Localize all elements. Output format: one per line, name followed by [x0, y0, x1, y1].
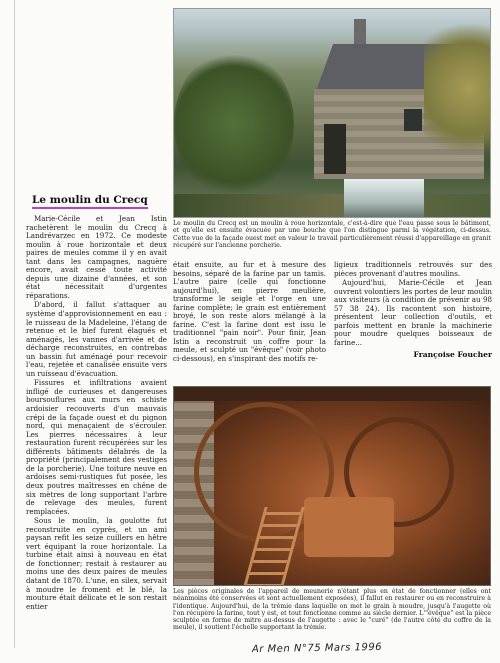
paragraph: Aujourd'hui, Marie-Cécile et Jean ouvrent volontiers les portes de leur moulin aux visiteurs (à condition de prévenir au 98 57 38 24). Ils racontent son histoire, présentent leur collection d'outils, et parfois mettent en branle la machinerie pour moudre quelques boisseaux de farine...: [334, 278, 492, 347]
millstone-machinery-photo: [173, 386, 491, 586]
mill-exterior-photo: [173, 8, 491, 218]
page-edge: [14, 0, 15, 648]
paragraph: D'abord, il fallut s'attaquer au système d'approvisionnement en eau : le ruisseau de la Madeleine, l'étang de retenue et le bief furent élagués et aménagés, les vannes d'arrivée et de décharge reconstruites, en contrebas un bassin fut aménagé pour recevoir l'eau, rejetée et canalisée ensuite vers un ruisseau d'évacuation.: [26, 300, 167, 378]
left-body: [26, 215, 167, 611]
tree-foliage: [174, 49, 294, 199]
paragraph: Fissures et infiltrations avaient infligé de curieuses et dangereuses boursouflures aux murs en schiste ardoisier recouverts d'un mauvais crépi de la façade ouest et du pignon nord, qui menaçaient de s'écrouler. Les pierres nécessaires à leur restauration furent récupérées sur les différents bâtiments délabrés de la propriété (principalement des vestiges de la porcherie). Une toiture neuve en ardoises semi-rustiques fut posée, les deux poutres maîtresses en chêne de six mètres de long supportant l'arbre de relevage des meules, furent remplacées.: [26, 378, 167, 516]
middle-column: [173, 261, 326, 365]
paragraph: était ensuite, au fur et à mesure des besoins, séparé de la farine par un tamis. L'autre paire (celle qui fonctionne aujourd'hui), en pierre meulière, transforme le seigle et l'orge en une farine complète; le grain est entièrement broyé, le son reste alors mélangé à la farine. C'est la farine dont est issu le traditionnel "pain noir". Pour finir, Jean Istin a reconstruit un coffre pour la meule, et sculpté un "évêque" (voir photo ci-dessous), en s'inspirant des motifs re-: [173, 260, 326, 364]
handwritten-note: Ar Men N°75 Mars 1996: [251, 641, 383, 656]
autumn-tree: [424, 9, 491, 169]
article-title: Le moulin du Crecq: [32, 194, 148, 209]
paragraph: ligieux traditionnels retrouvés sur des pièces provenant d'autres moulins.: [334, 260, 492, 278]
left-column: [26, 188, 167, 612]
stream-bank: [174, 194, 491, 218]
mill-window: [404, 109, 422, 131]
paragraph: Marie-Cécile et Jean Istin rachetèrent le moulin du Crecq à Landrévarzec en 1972. Ce modeste moulin à roue horizontale et deux paires de meules comme il y en avait tant dans les campagnes, naguère encore, avait cessé toute activité depuis une dizaine d'années, et son état nécessitait d'urgentes réparations.: [26, 214, 167, 300]
millstone-hopper: [304, 497, 394, 557]
ceiling-beam: [174, 387, 491, 401]
waterfall: [344, 179, 424, 218]
caption-top: Le moulin du Crecq est un moulin à roue horizontale, c'est-à-dire que l'eau passe sous le bâtiment, et qu'elle est ensuite évacuée par une bouche que l'on distingue parmi la végétation, ci-dessus. Cette vue de la façade ouest met en valeur le travail particulièrement réussi d'appareillage en granit récupéré sur l'ancienne porcherie.: [173, 220, 491, 249]
caption-bottom: Les pièces originales de l'appareil de meunerie n'étant plus en état de fonctionner (elles ont néanmoins été conservées et sont actuellement exposées), il fallut en restaurer ou en reconstruire à l'identique. Aujourd'hui, de la trémie dans laquelle on met le grain à moudre, jusqu'à l'augette où l'on récupère la farine, tout y est, et tout fonctionne comme au siècle dernier. L'"évêque" est la pièce sculptée en forme de mitre au-dessus de l'augette : avec le "curé" (de l'autre côté du coffre de la meule), il soutient l'échelle supportant la trémie.: [173, 588, 491, 632]
right-column: [334, 261, 492, 360]
paragraph: Sous le moulin, la goulotte fut reconstruite en cyprès, et un ami paysan refit les seize cuillers en hêtre vert équipant la roue horizontale. La turbine était ainsi à nouveau en état de fonctionner; restait à restaurer au moins une des deux paires de meules datant de 1870. L'une, en silex, servait à moudre le froment et le blé, la mouture était délicate et le son restait entier: [26, 516, 167, 611]
mill-door: [324, 124, 346, 174]
author-name: Françoise Foucher: [413, 350, 492, 360]
